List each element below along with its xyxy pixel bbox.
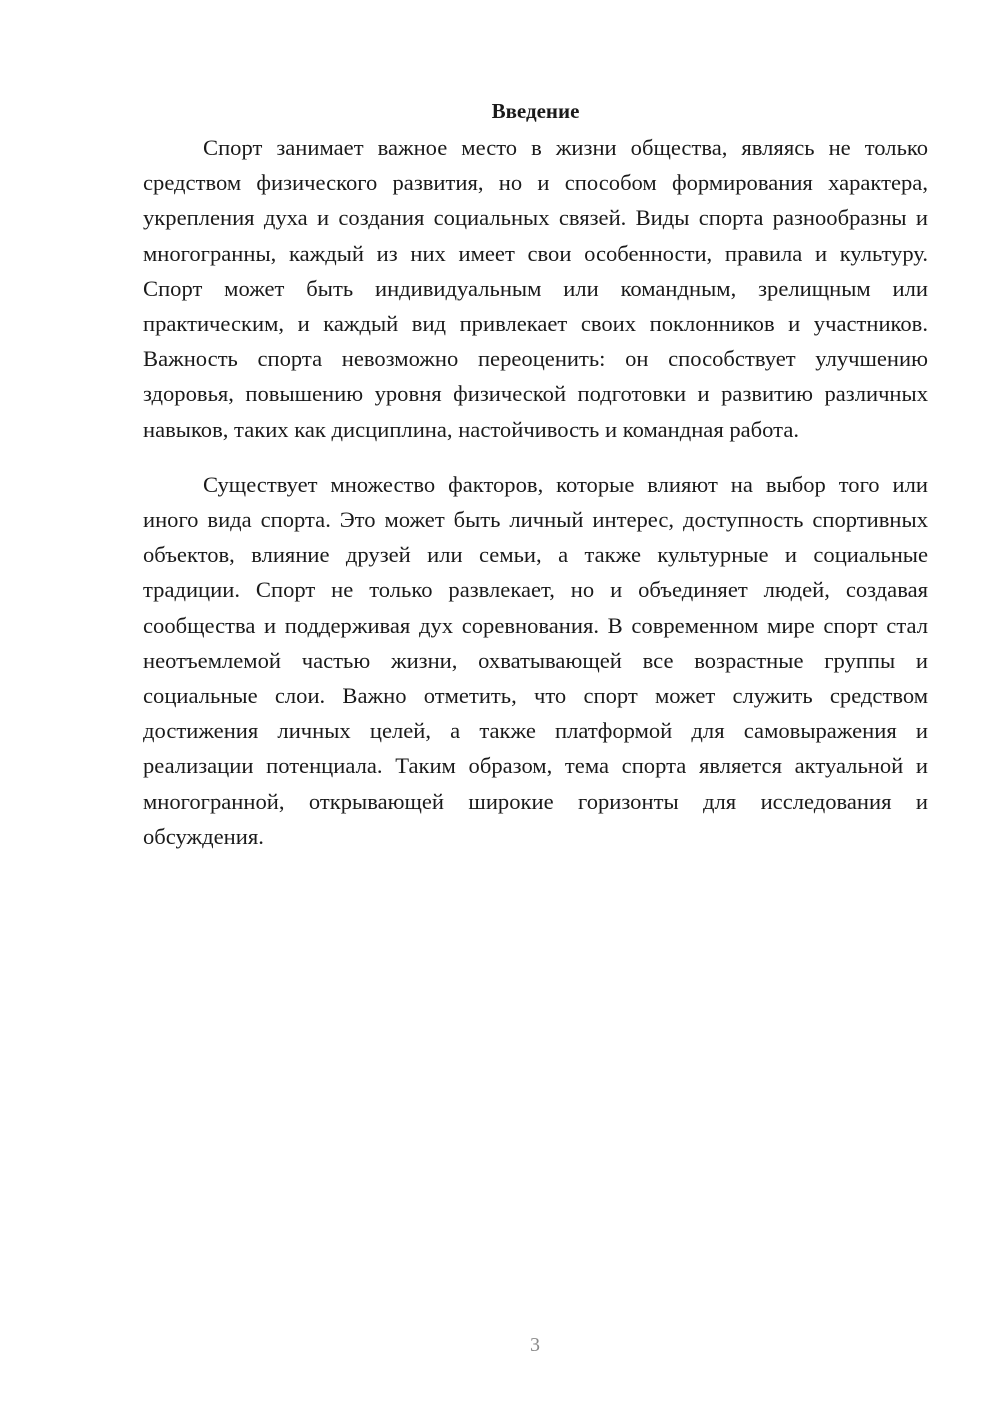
- paragraph-1: Спорт занимает важное место в жизни общества, являясь не только средством физического развития, но и способом формирования характера, укрепления духа и создания социальных связей. Виды спорта разнообразны и многогранны, каждый из них имеет свои особенности, правила и культуру. Спорт может быть индивидуальным или командным, зрелищным или практическим, и каждый вид привлекает своих поклонников и участников. Важность спорта невозможно переоценить: он способствует улучшению здоровья, повышению уровня физической подготовки и развитию различных навыков, таких как дисциплина, настойчивость и командная работа.: [143, 135, 928, 442]
- paragraph-2: Существует множество факторов, которые влияют на выбор того или иного вида спорта. Это может быть личный интерес, доступность спортивных объектов, влияние друзей или семьи, а также культурные и социальные традиции. Спорт не только развлекает, но и объединяет людей, создавая сообщества и поддерживая дух соревнования. В современном мире спорт стал неотъемлемой частью жизни, охватывающей все возрастные группы и социальные слои. Важно отметить, что спорт может служить средством достижения личных целей, а также платформой для самовыражения и реализации потенциала. Таким образом, тема спорта является актуальной и многогранной, открывающей широкие горизонты для исследования и обсуждения.: [143, 471, 928, 849]
- section-heading: Введение: [491, 99, 580, 123]
- page-number: 3: [530, 1334, 540, 1356]
- page-content: [143, 96, 928, 854]
